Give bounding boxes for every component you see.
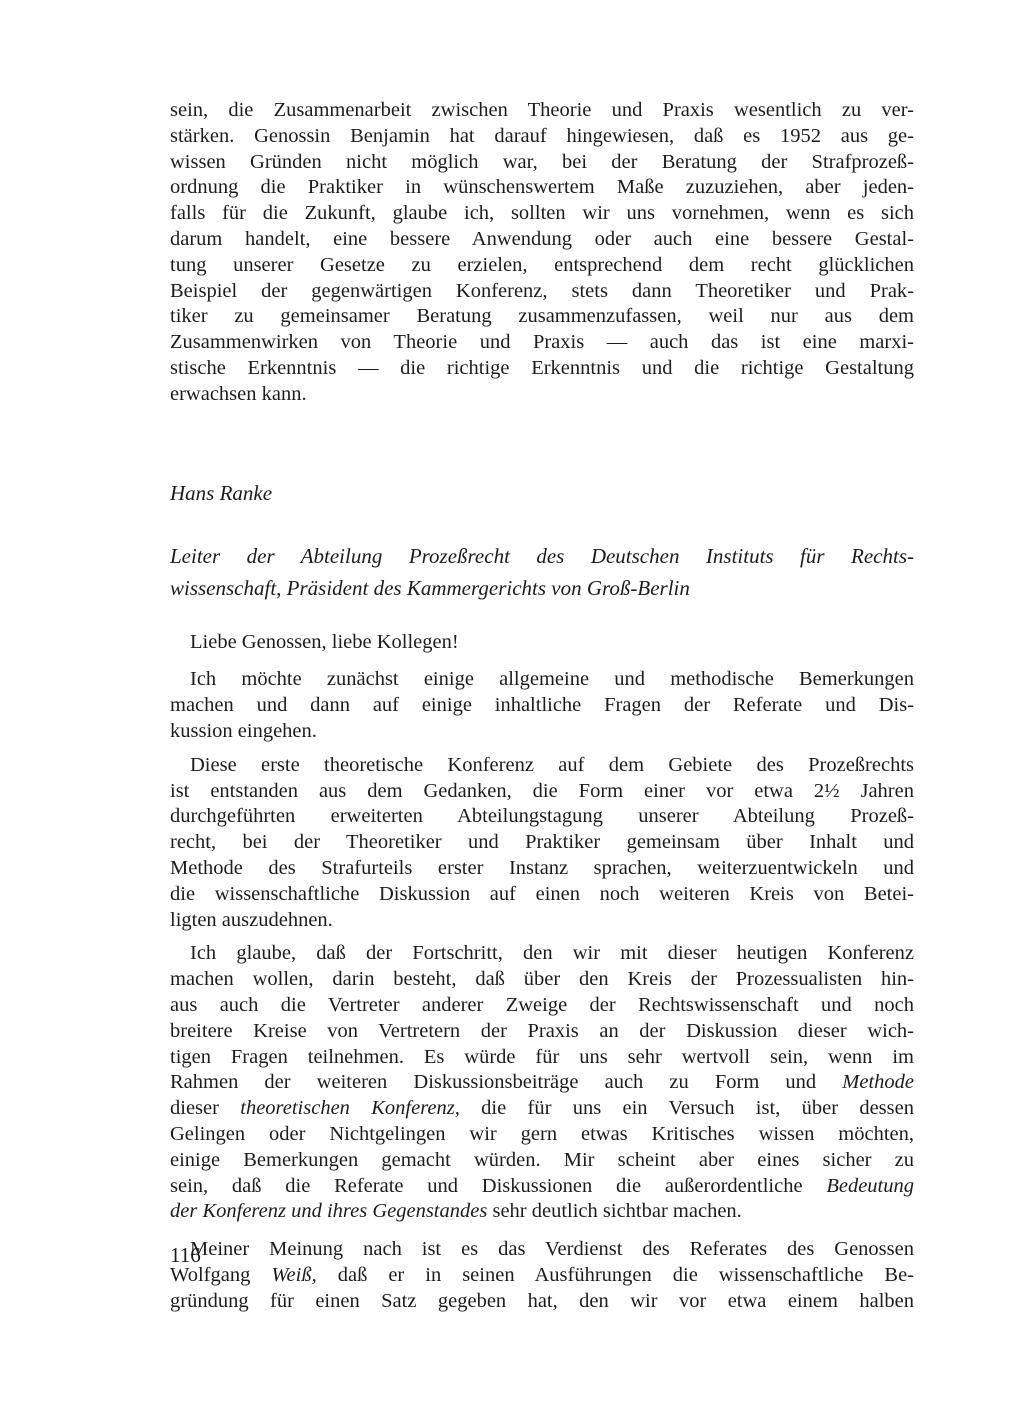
text-line xyxy=(170,1263,914,1289)
text-line: Methode des Strafurteils erster Instanz sprachen, weiterzuentwickeln und xyxy=(170,856,914,879)
text-line: ordnung die Praktiker in wünschenswertem Maße zuzuziehen, aber jeden- xyxy=(170,176,914,199)
text-line: machen und dann auf einige inhaltliche Fragen der Referate und Dis- xyxy=(170,694,914,717)
text-line: tigen Fragen teilnehmen. Es würde für uns sehr wertvoll sein, wenn im xyxy=(170,1045,914,1068)
text-line: tiker zu gemeinsamer Beratung zusammenzufassen, weil nur aus dem xyxy=(170,305,914,328)
text-line xyxy=(170,1199,914,1225)
text-line: stische Erkenntnis — die richtige Erkenntnis und die richtige Gestaltung xyxy=(170,356,914,379)
text-line: falls für die Zukunft, glaube ich, sollten wir uns vornehmen, wenn es sich xyxy=(170,202,914,225)
text-line: einige Bemerkungen gemacht würden. Mir scheint aber eines sicher zu xyxy=(170,1148,914,1171)
intro-paragraph xyxy=(170,98,914,408)
emphasis-text: Weiß, xyxy=(271,1263,317,1286)
text-line: Gelingen oder Nichtgelingen wir gern etwas Kritisches wissen möchten, xyxy=(170,1122,914,1145)
speaker-role-line: wissenschaft, Präsident des Kammergerichts von Groß-Berlin xyxy=(170,575,690,600)
text-line: Ich möchte zunächst einige allgemeine und methodische Bemerkungen xyxy=(190,668,914,691)
text-run: daß er in seinen Ausführungen die wissenschaftliche Be- xyxy=(316,1263,914,1286)
text-line: stärken. Genossin Benjamin hat darauf hingewiesen, daß es 1952 aus ge- xyxy=(170,124,914,147)
text-line: recht, bei der Theoretiker und Praktiker gemeinsam über Inhalt und xyxy=(170,831,914,854)
paragraph xyxy=(170,753,914,934)
text-run: dieser xyxy=(170,1097,241,1120)
text-line: Meiner Meinung nach ist es das Verdienst des Referates des Genossen xyxy=(190,1238,914,1261)
emphasis-text: theoretischen Konferenz, xyxy=(240,1097,460,1120)
speaker-name: Hans Ranke xyxy=(170,480,273,505)
text-line: aus auch die Vertreter anderer Zweige der Rechtswissenschaft und noch xyxy=(170,993,914,1016)
text-run: sein, daß die Referate und Diskussionen die außerordentliche xyxy=(170,1174,827,1197)
paragraph xyxy=(170,941,914,1225)
text-line: Ich glaube, daß der Fortschritt, den wir mit dieser heutigen Konferenz xyxy=(190,942,914,965)
speaker-role-line: Leiter der Abteilung Prozeßrecht des Deutschen Instituts für Rechts- xyxy=(170,543,914,568)
text-line: Beispiel der gegenwärtigen Konferenz, stets dann Theoretiker und Prak- xyxy=(170,279,914,302)
text-line xyxy=(170,1174,914,1200)
text-line: machen wollen, darin besteht, daß über den Kreis der Prozessualisten hin- xyxy=(170,968,914,991)
text-line: wissen Gründen nicht möglich war, bei der Beratung der Strafprozeß- xyxy=(170,150,914,173)
text-run: Rahmen der weiteren Diskussionsbeiträge auch zu Form und xyxy=(170,1071,843,1094)
emphasis-text: der Konferenz und ihres Gegenstandes xyxy=(170,1200,488,1223)
text-line: erwachsen kann. xyxy=(170,382,307,405)
text-line: Diese erste theoretische Konferenz auf dem Gebiete des Prozeßrechts xyxy=(190,753,914,776)
text-line: darum handelt, eine bessere Anwendung oder auch eine bessere Gestal- xyxy=(170,227,914,250)
text-line: ist entstanden aus dem Gedanken, die Form einer vor etwa 2½ Jahren xyxy=(170,779,914,802)
text-run: die für uns ein Versuch ist, über dessen xyxy=(459,1097,914,1120)
paragraph xyxy=(170,667,914,744)
page-body xyxy=(170,98,914,1314)
text-line: die wissenschaftliche Diskussion auf einen noch weiteren Kreis von Betei- xyxy=(170,882,914,905)
text-line: ligten auszudehnen. xyxy=(170,908,333,931)
paragraph xyxy=(170,1237,914,1314)
emphasis-text: Methode xyxy=(842,1071,914,1094)
page-number: 116 xyxy=(170,1243,201,1267)
text-line: kussion eingehen. xyxy=(170,719,317,742)
text-run: sehr deutlich sichtbar machen. xyxy=(487,1200,742,1223)
text-line: gründung für einen Satz gegeben hat, den wir vor etwa einem halben xyxy=(170,1289,914,1312)
text-line: tung unserer Gesetze zu erzielen, entsprechend dem recht glücklichen xyxy=(170,253,914,276)
text-line: Zusammenwirken von Theorie und Praxis — auch das ist eine marxi- xyxy=(170,331,914,354)
salutation: Liebe Genossen, liebe Kollegen! xyxy=(190,630,459,653)
text-line xyxy=(170,1070,914,1096)
text-line xyxy=(170,1096,914,1122)
text-line: sein, die Zusammenarbeit zwischen Theorie und Praxis wesentlich zu ver- xyxy=(170,99,914,121)
text-run: Wolfgang xyxy=(170,1263,272,1286)
text-line: breitere Kreise von Vertretern der Praxis an der Diskussion dieser wich- xyxy=(170,1019,914,1042)
emphasis-text: Bedeutung xyxy=(826,1174,914,1197)
text-line: durchgeführten erweiterten Abteilungstagung unserer Abteilung Prozeß- xyxy=(170,805,914,828)
